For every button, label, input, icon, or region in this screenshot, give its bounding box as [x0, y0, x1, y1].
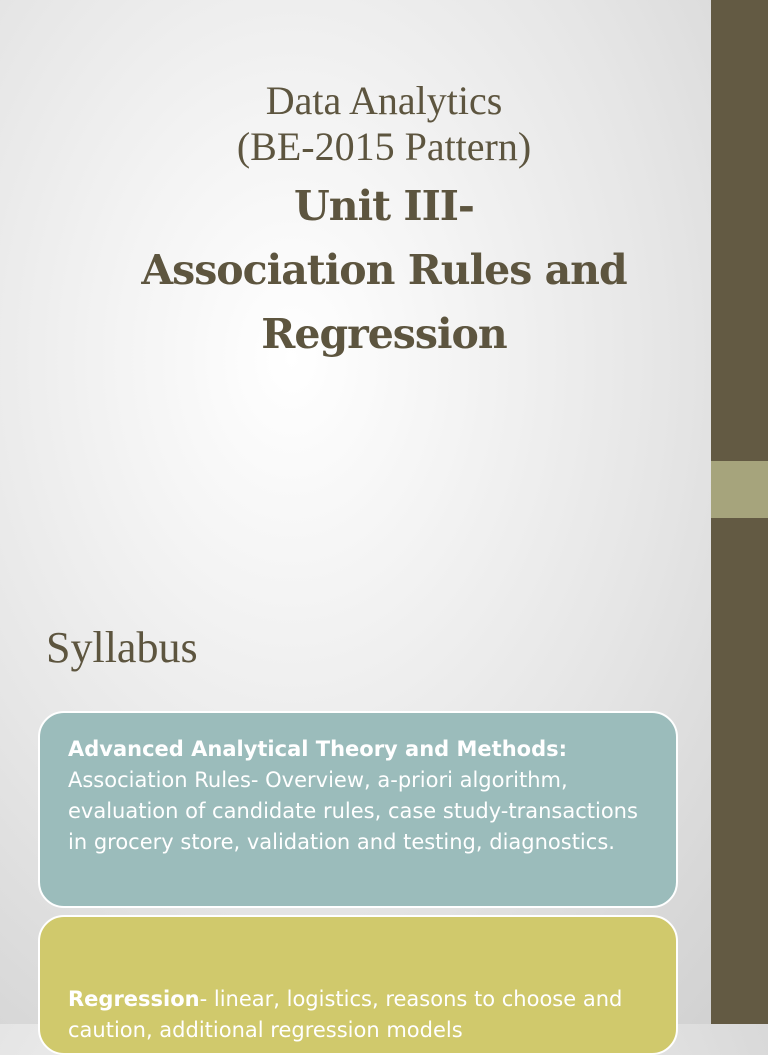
box-heading: Advanced Analytical Theory and Methods: [68, 737, 568, 761]
topic-line-2: Regression [261, 310, 507, 358]
topic-line-1: Association Rules and [141, 246, 627, 294]
pattern-subtitle: (BE-2015 Pattern) [236, 124, 532, 169]
course-title: Data Analytics [265, 78, 503, 123]
title-block [0, 78, 768, 366]
side-accent [711, 461, 768, 518]
box-text: - linear, logistics, reasons to choose and caution, additional regression models [68, 987, 623, 1042]
unit-title: Unit III- [294, 182, 474, 230]
box-text: Association Rules- Overview, a-priori algorithm, evaluation of candidate rules, case study-transactions in grocery store, validation and testing, diagnostics. [68, 768, 638, 854]
syllabus-box-analytical-methods [38, 711, 678, 908]
syllabus-box-regression [38, 915, 678, 1055]
box-heading: Regression [68, 987, 200, 1011]
syllabus-heading: Syllabus [46, 623, 198, 672]
